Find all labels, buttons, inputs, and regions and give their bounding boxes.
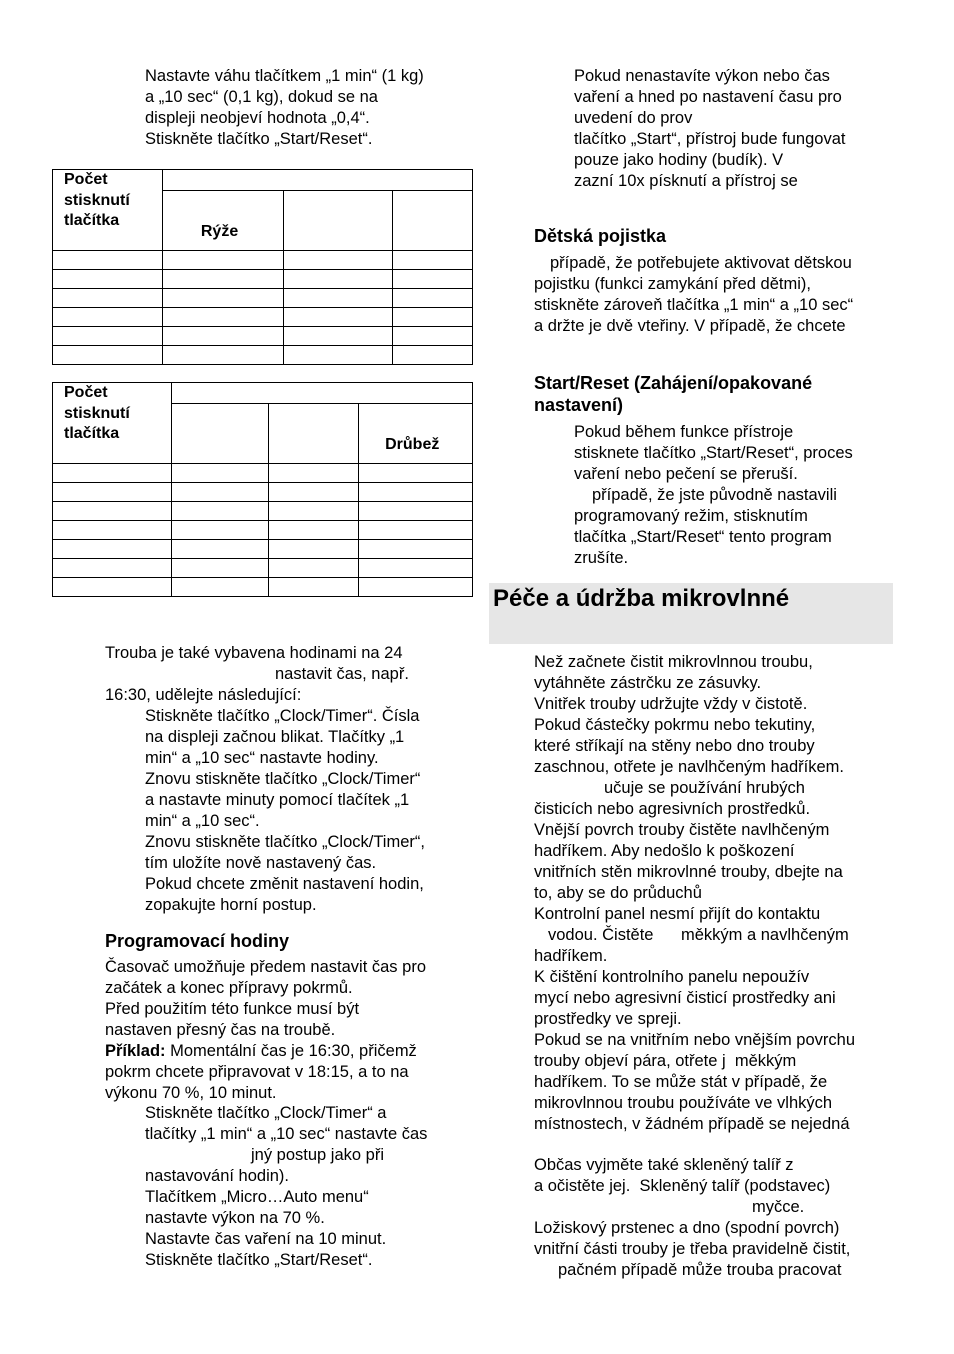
text-line: pojistku (funkci zamykání před dětmi),	[534, 275, 811, 293]
header-label: stisknutí	[64, 404, 130, 422]
poultry-table	[52, 382, 473, 597]
weight-instructions	[145, 66, 424, 150]
text-line: místnostech, v žádném případě se nejedná	[534, 1115, 850, 1133]
table-cell	[283, 191, 393, 251]
table-cell	[162, 170, 472, 191]
text-line: Tlačítkem „Micro…Auto menu“	[145, 1188, 369, 1206]
text-line: učuje se používání hrubých	[604, 779, 805, 797]
text-line: vaření a hned po nastavení času pro	[574, 88, 842, 106]
text-line: tlačítka „Start/Reset“ tento program	[574, 528, 832, 546]
text-line: jný postup jako při	[251, 1146, 384, 1164]
text-line: Momentální čas je 16:30, přičemž	[165, 1042, 417, 1060]
header-label: tlačítka	[64, 425, 120, 442]
care-section-banner	[489, 583, 893, 644]
text-line: zrušíte.	[574, 549, 629, 567]
text-line: Stiskněte tlačítko „Clock/Timer“ a	[145, 1104, 387, 1122]
text-line: myčce.	[752, 1198, 805, 1216]
text-line: čisticích nebo agresivních prostředků.	[534, 800, 811, 818]
text-line: a „10 sec“ (0,1 kg), dokud se na	[145, 88, 378, 106]
text-line: a očistěte jej. Skleněný talíř (podstavec)	[534, 1177, 831, 1195]
text-line: hadříkem.	[534, 947, 608, 965]
text-line: pačném případě může trouba pracovat	[558, 1261, 842, 1279]
text-line: Stiskněte tlačítko „Clock/Timer“. Čísla	[145, 707, 420, 725]
text-line: tlačítko „Start“, přístroj bude fungovat	[574, 130, 846, 148]
table-row	[53, 502, 473, 521]
table-cell	[393, 191, 473, 251]
text-line: Nastavte čas vaření na 10 minut.	[145, 1230, 387, 1248]
example-steps	[145, 1103, 427, 1271]
table-row	[53, 251, 473, 270]
text-line: hadříkem. Aby nedošlo k poškození	[534, 842, 795, 860]
text-line: min“ a „10 sec“.	[145, 812, 260, 830]
care-text-2	[534, 1155, 850, 1281]
text-line: nastavit čas, např.	[275, 665, 409, 683]
text-line: K čištění kontrolního panelu nepoužív	[534, 968, 810, 986]
text-line: a nastavte minuty pomocí tlačítek „1	[145, 791, 410, 809]
text-line: případě, že potřebujete aktivovat dětskou	[550, 254, 852, 272]
text-line: Než začnete čistit mikrovlnnou troubu,	[534, 653, 813, 671]
text-line: Pokud během funkce přístroje	[574, 423, 794, 441]
text-line: Pokud nenastavíte výkon nebo čas	[574, 67, 830, 85]
table-row	[53, 559, 473, 578]
text-line: hadříkem. To se může stát v případě, že	[534, 1073, 828, 1091]
text-line: min“ a „10 sec“ nastavte hodiny.	[145, 749, 379, 767]
text-line: uvedení do prov	[574, 109, 693, 127]
text-line: nastavte výkon na 70 %.	[145, 1209, 325, 1227]
text-line: Pokud částečky pokrmu nebo tekutiny,	[534, 716, 816, 734]
clock-steps	[145, 706, 425, 916]
table-header-count	[53, 383, 172, 464]
text-line: zaschnou, otřete je navlhčeným hadříkem.	[534, 758, 844, 776]
text-line: mycí nebo agresivní čisticí prostředky ani	[534, 989, 836, 1007]
clock-intro	[105, 643, 409, 706]
text-line: které stříkají na stěny nebo dno trouby	[534, 737, 815, 755]
text-line: Znovu stiskněte tlačítko „Clock/Timer“	[145, 770, 421, 788]
care-text	[534, 652, 855, 1135]
heading-line: Start/Reset (Zahájení/opakované	[534, 373, 813, 393]
text-line: výkonu 70 %, 10 minut.	[105, 1084, 277, 1102]
table-row	[53, 483, 473, 502]
start-reset-text	[574, 422, 853, 569]
text-line: začátek a konec přípravy pokrmů.	[105, 979, 353, 997]
table-cell	[269, 404, 359, 464]
start-reset-heading	[534, 372, 812, 416]
text-line: zopakujte horní postup.	[145, 896, 317, 914]
text-line: Před použitím této funkce musí být	[105, 1000, 360, 1018]
text-line: Časovač umožňuje předem nastavit čas pro	[105, 958, 426, 976]
table-row	[53, 521, 473, 540]
table-row	[53, 540, 473, 559]
text-line: mikrovlnnou troubu používáte ve vlhkých	[534, 1094, 833, 1112]
programming-clock-text	[105, 957, 426, 1104]
text-line: Vnitřek trouby udržujte vždy v čistotě.	[534, 695, 808, 713]
text-line: vnitřních stěn mikrovlnné trouby, dbejte na	[534, 863, 843, 881]
text-line: zazní 10x písknutí a přístroj se	[574, 172, 798, 190]
text-line: tlačítky „1 min“ a „10 sec“ nastavte čas	[145, 1125, 428, 1143]
power-note	[574, 66, 845, 192]
example-line	[105, 1041, 426, 1062]
text-line: pouze jako hodiny (budík). V	[574, 151, 784, 169]
header-label: Počet	[64, 171, 108, 188]
heading-line: nastavení)	[534, 395, 624, 415]
text-line: nastavování hodin).	[145, 1167, 290, 1185]
programming-clock-heading: Programovací hodiny	[105, 931, 290, 951]
text-line: Kontrolní panel nesmí přijít do kontaktu	[534, 905, 821, 923]
table-row	[53, 327, 473, 346]
text-line: na displeji začnou blikat. Tlačítky „1	[145, 728, 405, 746]
text-line: Pokud se na vnitřním nebo vnějším povrchu	[534, 1031, 856, 1049]
text-line: prostředky ve spreji.	[534, 1010, 682, 1028]
rice-table	[52, 169, 473, 365]
text-line: Vnější povrch trouby čistěte navlhčeným	[534, 821, 830, 839]
table-cell	[171, 383, 472, 404]
text-line: 16:30, udělejte následující:	[105, 686, 302, 704]
example-label: Příklad:	[105, 1042, 166, 1060]
column-label-poultry: Drůbež	[359, 404, 473, 464]
text-line: Občas vyjměte také skleněný talíř z	[534, 1156, 794, 1174]
text-line: Stiskněte tlačítko „Start/Reset“.	[145, 1251, 373, 1269]
text-line: vnitřní části trouby je třeba pravidelně čistit,	[534, 1240, 851, 1258]
table-row	[53, 270, 473, 289]
header-label: tlačítka	[64, 212, 120, 229]
child-lock-heading: Dětská pojistka	[534, 226, 667, 246]
text-line: Stiskněte tlačítko „Start/Reset“.	[145, 130, 373, 148]
header-label: Počet	[64, 384, 108, 401]
header-label: stisknutí	[64, 191, 130, 209]
text-line: vodou. Čistěte měkkým a navlhčeným	[548, 926, 849, 944]
table-row	[53, 308, 473, 327]
text-line: Pokud chcete změnit nastavení hodin,	[145, 875, 424, 893]
text-line: stiskněte zároveň tlačítka „1 min“ a „10 sec“	[534, 296, 854, 314]
text-line: Nastavte váhu tlačítkem „1 min“ (1 kg)	[145, 67, 424, 85]
table-row	[53, 464, 473, 483]
text-line: trouby objeví pára, otřete j měkkým	[534, 1052, 797, 1070]
text-line: případě, že jste původně nastavili	[592, 486, 837, 504]
table-row	[53, 578, 473, 597]
text-line: Znovu stiskněte tlačítko „Clock/Timer“,	[145, 833, 425, 851]
text-line: Ložiskový prstenec a dno (spodní povrch)	[534, 1219, 840, 1237]
text-line: vytáhněte zástrčku ze zásuvky.	[534, 674, 762, 692]
text-line: programovaný režim, stisknutím	[574, 507, 808, 525]
table-row	[53, 346, 473, 365]
text-line: vaření nebo pečení se přeruší.	[574, 465, 798, 483]
text-line: displeji neobjeví hodnota „0,4“.	[145, 109, 370, 127]
text-line: a držte je dvě vteřiny. V případě, že chcete	[534, 317, 846, 335]
text-line: tím uložíte nově nastavený čas.	[145, 854, 377, 872]
text-line: to, aby se do průduchů	[534, 884, 702, 902]
text-line: Trouba je také vybavena hodinami na 24	[105, 644, 403, 662]
table-cell	[171, 404, 269, 464]
table-header-count	[53, 170, 163, 251]
text-line: stisknete tlačítko „Start/Reset“, proces	[574, 444, 853, 462]
text-line: nastaven přesný čas na troubě.	[105, 1021, 336, 1039]
column-label-rice: Rýže	[162, 191, 283, 251]
care-heading: Péče a údržba mikrovlnné	[493, 585, 790, 612]
text-line: pokrm chcete připravovat v 18:15, a to na	[105, 1063, 409, 1081]
table-row	[53, 289, 473, 308]
child-lock-text	[534, 253, 853, 337]
